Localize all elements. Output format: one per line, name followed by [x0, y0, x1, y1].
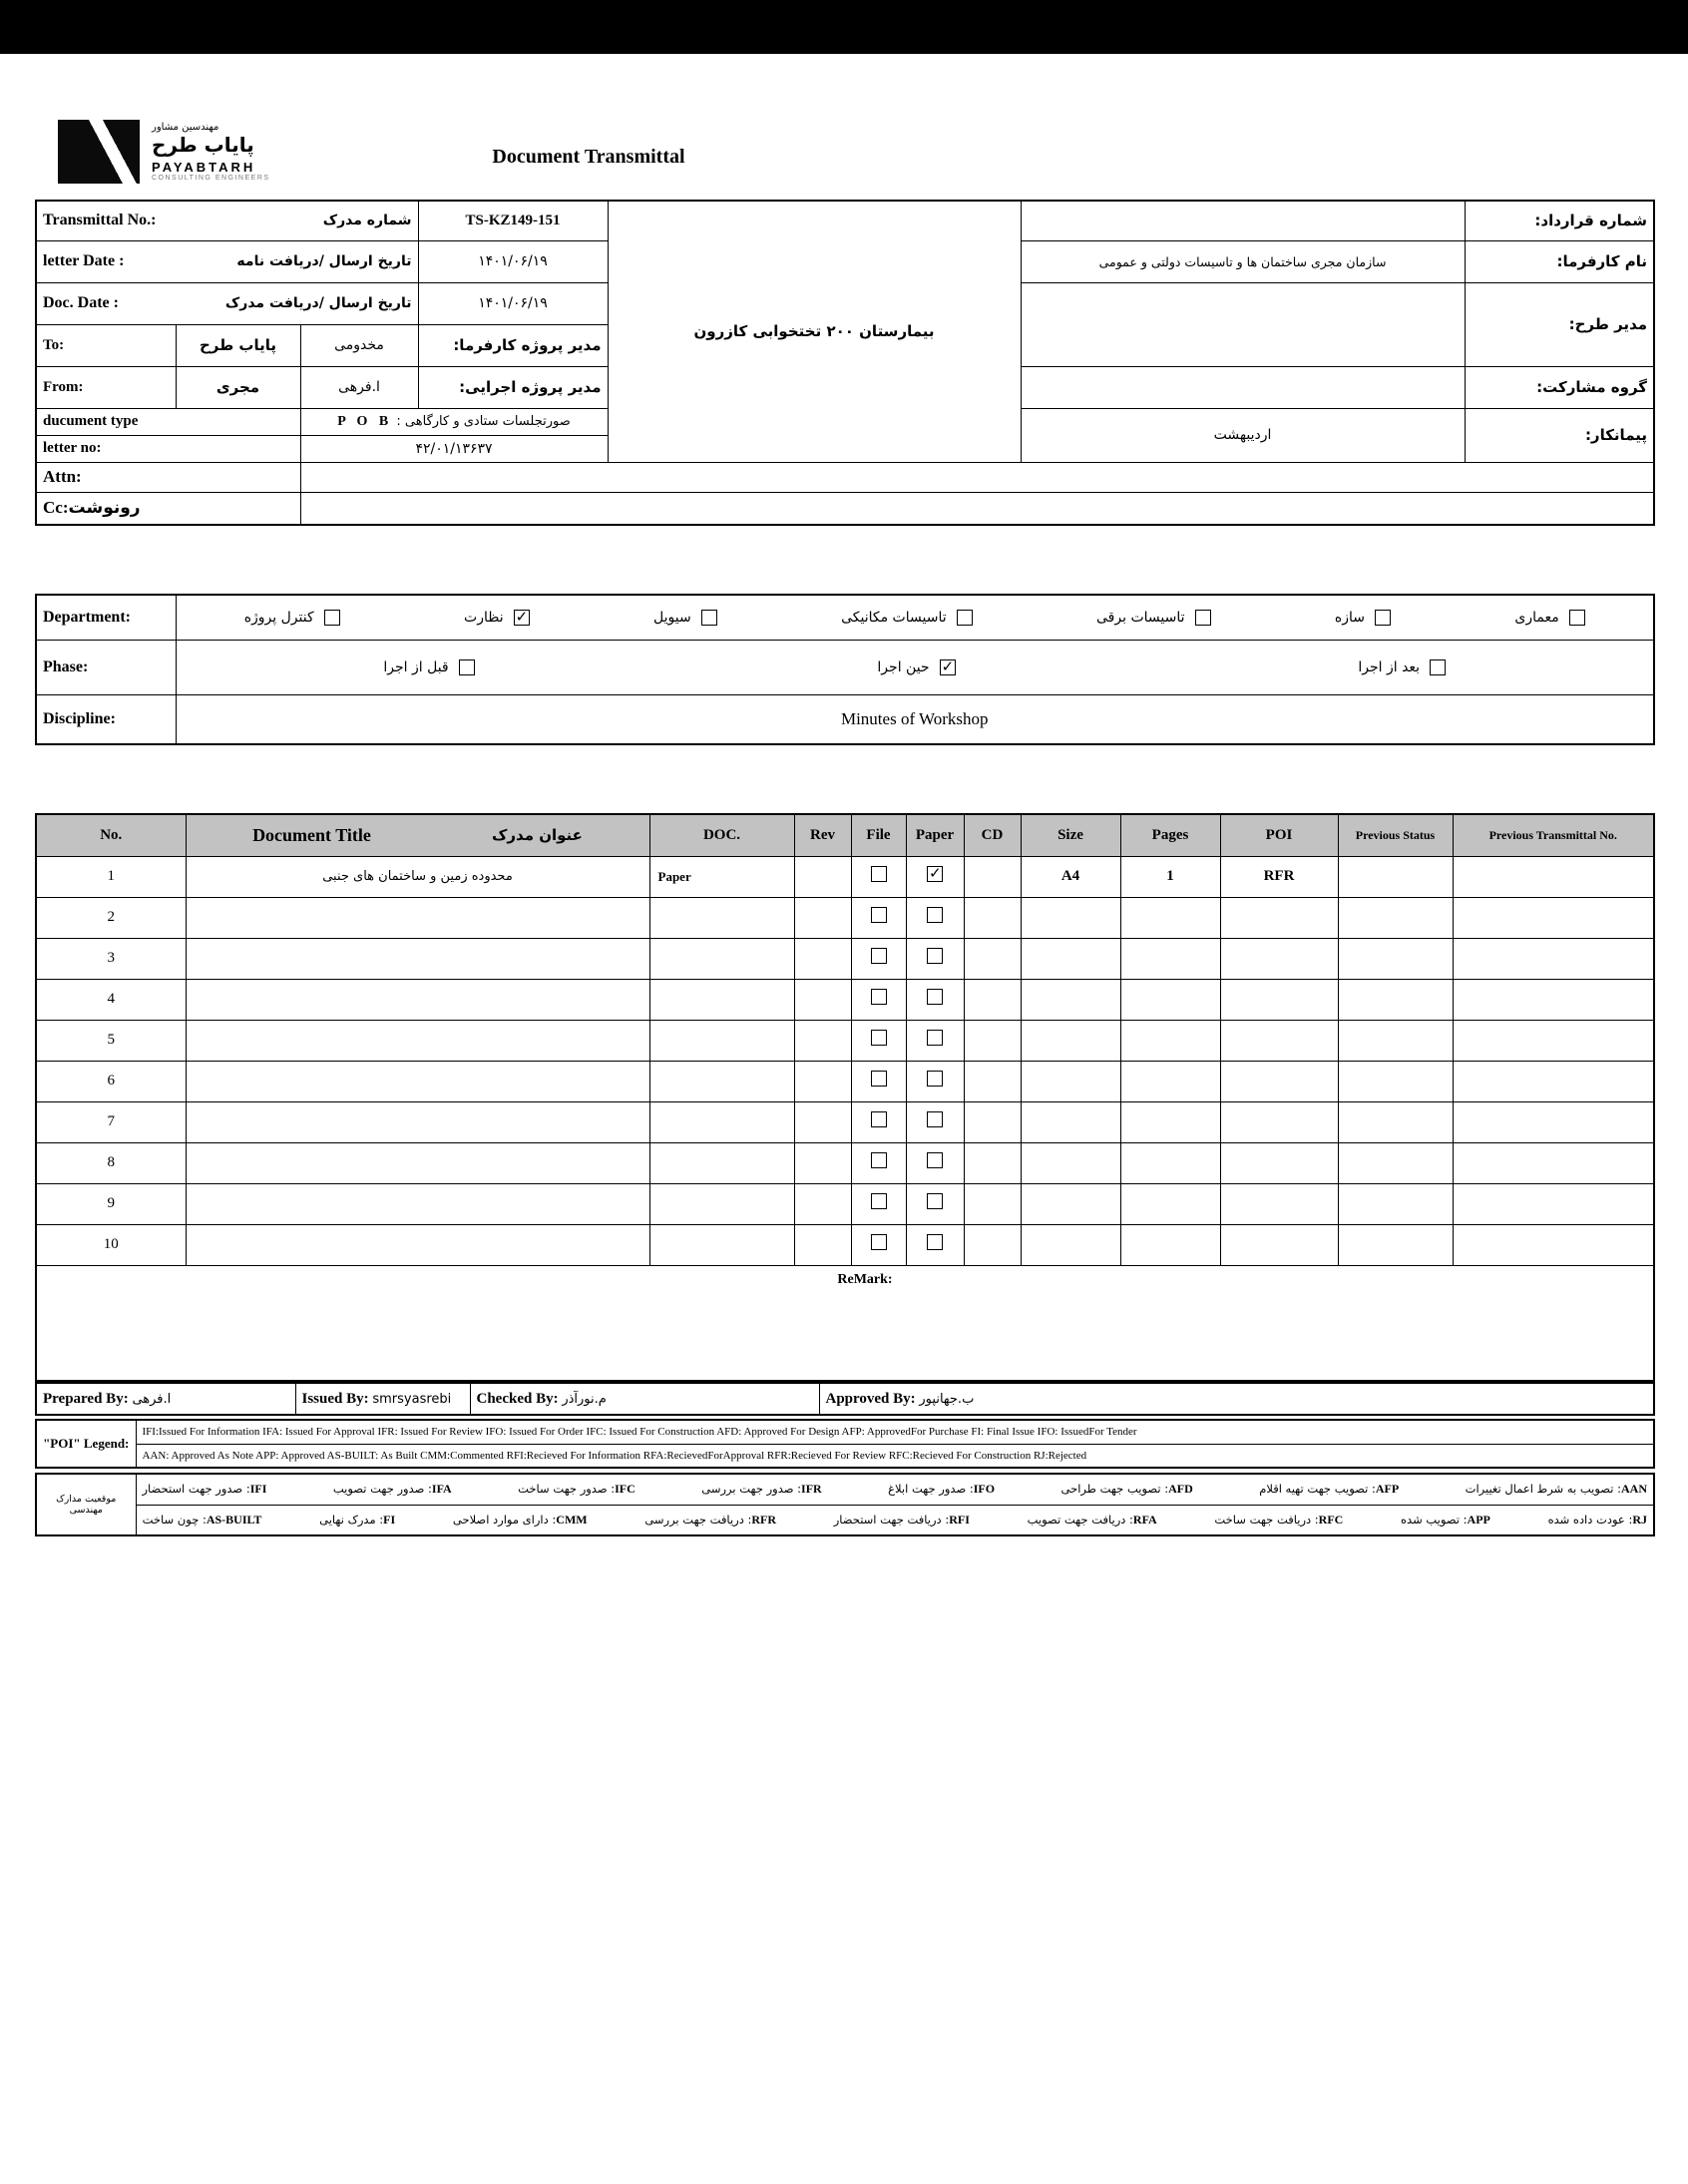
col-header-prev-transmittal: Previous Transmittal No.: [1453, 814, 1654, 856]
doc-cd-cell: [964, 856, 1021, 897]
exec-pm-name: ا.فرهی: [300, 366, 418, 408]
doc-title-cell: [186, 1020, 649, 1061]
letter-no-value: ۴۲/۰۱/۱۳۶۳۷: [300, 435, 608, 462]
department-checkbox[interactable]: [1375, 610, 1391, 626]
doc-paper-cell: [906, 1061, 964, 1101]
letter-date-label-fa: تاریخ ارسال /دریافت نامه: [236, 253, 412, 269]
fa-legend-line2: [143, 1513, 1648, 1528]
doc-rev-cell: [794, 1020, 851, 1061]
doc-prev-status-cell: [1338, 856, 1453, 897]
doc-paper-cell: [906, 938, 964, 979]
cc-label-fa: رونوشت: [68, 498, 141, 519]
doc-prev-transmittal-cell: [1453, 1020, 1654, 1061]
doc-title-cell: [186, 979, 649, 1020]
documents-table: [35, 813, 1655, 1382]
doc-rev-cell: [794, 1183, 851, 1224]
attn-label: Attn:: [36, 462, 300, 492]
phase-option-label: قبل از اجرا: [383, 658, 449, 675]
paper-checkbox[interactable]: [927, 907, 943, 923]
col-header-paper: Paper: [906, 814, 964, 856]
page-title: Document Transmittal: [492, 146, 685, 168]
logo-brand-en: PAYABTARH: [152, 160, 256, 175]
document-type-value: صورتجلسات ستادی و کارگاهی : P O B: [300, 408, 608, 435]
doc-poi-cell: [1220, 897, 1338, 938]
col-header-poi: POI: [1220, 814, 1338, 856]
doc-size-cell: [1021, 1020, 1120, 1061]
doc-prev-transmittal-cell: [1453, 1101, 1654, 1142]
doc-pages-cell: [1120, 979, 1220, 1020]
col-header-doc: DOC.: [649, 814, 794, 856]
doc-date-label-fa: تاریخ ارسال /دریافت مدرک: [224, 295, 412, 311]
fa-legend-label: موقعیت مدارک مهندسی: [36, 1474, 136, 1535]
paper-checkbox[interactable]: [927, 1193, 943, 1209]
doc-no-cell: 10: [36, 1224, 186, 1265]
doc-rev-cell: [794, 856, 851, 897]
doc-type-cell: [649, 1061, 794, 1101]
legend-item-app: APP: تصویب شده: [1401, 1512, 1490, 1527]
doc-cd-cell: [964, 897, 1021, 938]
doc-prev-transmittal-cell: [1453, 897, 1654, 938]
doc-paper-cell: [906, 1101, 964, 1142]
legend-item-ifa: IFA: صدور جهت تصویب: [332, 1482, 452, 1497]
doc-date-label-cell: [36, 282, 418, 324]
contractor-label: پیمانکار:: [1465, 408, 1654, 462]
department-checkbox[interactable]: [324, 610, 340, 626]
documents-section: [35, 813, 1653, 1536]
doc-title-cell: [186, 1183, 649, 1224]
col-header-title-fa: عنوان مدرک: [492, 826, 583, 845]
legend-item-rfr: RFR: دریافت جهت بررسی: [644, 1512, 777, 1527]
doc-type-cell: [649, 1020, 794, 1061]
doc-title-cell: [186, 1101, 649, 1142]
approved-by-cell: [819, 1383, 1654, 1415]
doc-size-cell: [1021, 1224, 1120, 1265]
doc-rev-cell: [794, 938, 851, 979]
doc-poi-cell: [1220, 979, 1338, 1020]
letter-no-label: letter no:: [36, 435, 300, 462]
department-options: [183, 610, 1648, 626]
doc-rev-cell: [794, 979, 851, 1020]
doc-pages-cell: [1120, 1183, 1220, 1224]
doc-paper-cell: [906, 1142, 964, 1183]
doc-file-cell: [851, 1183, 906, 1224]
to-label: To:: [36, 324, 176, 366]
phase-option: [383, 659, 474, 675]
legend-item-rfi: RFI: دریافت جهت استحضار: [833, 1512, 970, 1527]
transmittal-info-table: [35, 200, 1655, 526]
doc-no-cell: 9: [36, 1183, 186, 1224]
doc-file-cell: [851, 1101, 906, 1142]
doc-title-cell: [186, 938, 649, 979]
doc-type-cell: [649, 897, 794, 938]
doc-type-cell: [649, 938, 794, 979]
poi-legend-label: "POI" Legend:: [36, 1420, 136, 1468]
classification-table: [35, 594, 1655, 745]
partnership-label: گروه مشارکت:: [1465, 366, 1654, 408]
doc-title-cell: [186, 1061, 649, 1101]
department-option: [841, 610, 973, 626]
doc-file-cell: [851, 1224, 906, 1265]
doc-paper-cell: [906, 1183, 964, 1224]
signatures-table: [35, 1382, 1655, 1416]
fa-legend-table: [35, 1473, 1655, 1536]
doc-no-cell: 2: [36, 897, 186, 938]
doc-no-cell: 7: [36, 1101, 186, 1142]
department-option: [653, 610, 717, 626]
doc-prev-status-cell: [1338, 1142, 1453, 1183]
file-checkbox[interactable]: [871, 989, 887, 1005]
doc-size-cell: [1021, 938, 1120, 979]
cc-value: [300, 492, 1654, 525]
file-checkbox[interactable]: [871, 1030, 887, 1046]
doc-poi-cell: [1220, 1142, 1338, 1183]
paper-checkbox[interactable]: [927, 1071, 943, 1087]
document-row: [36, 1061, 1654, 1101]
doc-poi-cell: [1220, 1224, 1338, 1265]
phase-checkbox-checked[interactable]: [940, 659, 956, 675]
doc-title-cell: [186, 1224, 649, 1265]
doc-cd-cell: [964, 1183, 1021, 1224]
doc-file-cell: [851, 1142, 906, 1183]
col-header-prev-status: Previous Status: [1338, 814, 1453, 856]
legend-item-ifr: IFR: صدور جهت بررسی: [701, 1482, 822, 1497]
doc-size-cell: [1021, 1061, 1120, 1101]
doc-prev-transmittal-cell: [1453, 938, 1654, 979]
file-checkbox[interactable]: [871, 866, 887, 882]
legend-item-afp: AFP: تصویب جهت تهیه اقلام: [1259, 1482, 1400, 1497]
client-name-label: نام کارفرما:: [1465, 240, 1654, 282]
doc-date-label-en: Doc. Date :: [43, 294, 119, 311]
to-value: پایاب طرح: [176, 324, 300, 366]
col-header-file: File: [851, 814, 906, 856]
logo-brand-en-sub: CONSULTING ENGINEERS: [152, 175, 270, 182]
document-row: [36, 1224, 1654, 1265]
doc-prev-transmittal-cell: [1453, 856, 1654, 897]
doc-prev-status-cell: [1338, 979, 1453, 1020]
doc-pages-cell: [1120, 1020, 1220, 1061]
department-option: [464, 610, 530, 626]
prepared-by-label: Prepared By:: [43, 1390, 129, 1407]
from-value: مجری: [176, 366, 300, 408]
doc-pages-cell: [1120, 1224, 1220, 1265]
doc-file-cell: [851, 1020, 906, 1061]
doc-paper-cell: [906, 856, 964, 897]
document-row: [36, 1101, 1654, 1142]
phase-option-label: بعد از اجرا: [1358, 658, 1421, 675]
doc-size-cell: A4: [1021, 856, 1120, 897]
department-option-label: سازه: [1334, 609, 1365, 626]
phase-checkbox[interactable]: [459, 659, 475, 675]
doc-title-cell: محدوده زمین و ساختمان های جنبی: [186, 856, 649, 897]
paper-checkbox[interactable]: [927, 1111, 943, 1127]
transmittal-no-label-cell: [36, 201, 418, 240]
doc-size-cell: [1021, 1183, 1120, 1224]
document-row: [36, 897, 1654, 938]
file-checkbox[interactable]: [871, 1071, 887, 1087]
department-option: [1514, 610, 1584, 626]
doc-poi-cell: [1220, 1020, 1338, 1061]
client-name-value: سازمان مجری ساختمان ها و تاسیسات دولتی و عمومی: [1021, 240, 1465, 282]
file-checkbox[interactable]: [871, 1152, 887, 1168]
department-option-label: معماری: [1514, 609, 1559, 626]
doc-type-cell: [649, 1183, 794, 1224]
discipline-value: Minutes of Workshop: [176, 694, 1654, 744]
doc-poi-cell: [1220, 1061, 1338, 1101]
poi-legend-table: [35, 1419, 1655, 1469]
phase-options-cell: [176, 640, 1654, 694]
contract-no-label: شماره قرارداد:: [1465, 201, 1654, 240]
col-header-size: Size: [1021, 814, 1120, 856]
project-name: بیمارستان ۲۰۰ تختخوابی کازرون: [608, 201, 1021, 462]
doc-prev-transmittal-cell: [1453, 1224, 1654, 1265]
doc-prev-status-cell: [1338, 1101, 1453, 1142]
legend-item-ifc: IFC: صدور جهت ساخت: [518, 1482, 635, 1497]
fa-legend-line1-cell: [136, 1474, 1654, 1505]
doc-rev-cell: [794, 1142, 851, 1183]
doc-size-cell: [1021, 897, 1120, 938]
paper-checkbox-checked[interactable]: [927, 866, 943, 882]
checked-by-label: Checked By:: [476, 1390, 559, 1407]
doc-size-cell: [1021, 1101, 1120, 1142]
design-manager-label: مدیر طرح:: [1465, 282, 1654, 366]
doc-pages-cell: [1120, 1142, 1220, 1183]
prepared-by-value: ا.فرهی: [132, 1391, 172, 1407]
file-checkbox[interactable]: [871, 1111, 887, 1127]
legend-item-aan: AAN: تصویب به شرط اعمال تغییرات: [1465, 1482, 1647, 1497]
col-header-pages: Pages: [1120, 814, 1220, 856]
legend-item-rfa: RFA: دریافت جهت تصویب: [1027, 1512, 1157, 1527]
doc-poi-cell: [1220, 1183, 1338, 1224]
cc-label: [36, 492, 300, 525]
doc-type-cell: Paper: [649, 856, 794, 897]
top-black-bar: [0, 0, 1688, 54]
doc-pages-cell: [1120, 1101, 1220, 1142]
checked-by-value: م.نورآذر: [562, 1391, 607, 1407]
file-checkbox[interactable]: [871, 948, 887, 964]
department-option: [1335, 610, 1391, 626]
phase-option: [1358, 659, 1446, 675]
logo-brand-fa: پایاب طرح: [152, 133, 254, 157]
doc-no-cell: 6: [36, 1061, 186, 1101]
from-label: From:: [36, 366, 176, 408]
cc-label-en: Cc:: [43, 498, 69, 518]
logo-tagline-fa: مهندسین مشاور: [152, 122, 219, 133]
document-row: [36, 856, 1654, 897]
document-row: [36, 1183, 1654, 1224]
department-option-label: نظارت: [464, 609, 504, 626]
client-pm-name: مخدومی: [300, 324, 418, 366]
department-option-label: تاسیسات برقی: [1096, 609, 1185, 626]
doc-no-cell: 4: [36, 979, 186, 1020]
doc-rev-cell: [794, 1101, 851, 1142]
doc-no-cell: 5: [36, 1020, 186, 1061]
doc-size-cell: [1021, 1142, 1120, 1183]
doc-pages-cell: [1120, 897, 1220, 938]
paper-checkbox[interactable]: [927, 1152, 943, 1168]
transmittal-no-label-fa: شماره مدرک: [322, 213, 412, 229]
letter-date-label-en: letter Date :: [43, 252, 125, 269]
legend-item-afd: AFD: تصویب جهت طراحی: [1060, 1482, 1193, 1497]
col-header-title-en: Document Title: [252, 824, 371, 845]
poi-legend-line1: IFI:Issued For Information IFA: Issued For Approval IFR: Issued For Review IFO: Issued For Order IFC: Issued For Construction AFD: Approved For Design AFP: ApprovedFor Purchase FI: Final Issue IFO: IssuedFor Tender: [136, 1420, 1654, 1444]
phase-option-label: حین اجرا: [877, 658, 930, 675]
poi-legend-line2: AAN: Approved As Note APP: Approved AS-BUILT: As Built CMM:Commented RFI:Recieved For Information RFA:RecievedForApproval RFR:Recieved For Review RFC:Recieved For Construction RJ:Rejected: [136, 1444, 1654, 1468]
phase-option: [877, 659, 955, 675]
legend-item-rj: RJ: عودت داده شده: [1547, 1512, 1647, 1527]
doc-title-cell: [186, 1142, 649, 1183]
doc-type-cell: [649, 1101, 794, 1142]
doc-prev-status-cell: [1338, 938, 1453, 979]
legend-item-as-built: AS-BUILT: چون ساخت: [142, 1512, 262, 1527]
department-checkbox[interactable]: [957, 610, 973, 626]
file-checkbox[interactable]: [871, 1234, 887, 1250]
doc-cd-cell: [964, 1061, 1021, 1101]
doc-prev-status-cell: [1338, 897, 1453, 938]
design-manager-value: [1021, 282, 1465, 366]
doc-prev-transmittal-cell: [1453, 979, 1654, 1020]
phase-checkbox[interactable]: [1430, 659, 1446, 675]
transmittal-no-value: TS-KZ149-151: [418, 201, 608, 240]
doc-prev-transmittal-cell: [1453, 1183, 1654, 1224]
doc-pages-cell: [1120, 1061, 1220, 1101]
document-row: [36, 1020, 1654, 1061]
doc-no-cell: 3: [36, 938, 186, 979]
doc-file-cell: [851, 1061, 906, 1101]
doc-file-cell: [851, 897, 906, 938]
partnership-value: [1021, 366, 1465, 408]
file-checkbox[interactable]: [871, 1193, 887, 1209]
doc-type-cell: [649, 1224, 794, 1265]
doc-poi-cell: [1220, 938, 1338, 979]
remark-cell: ReMark:: [36, 1265, 1654, 1381]
file-checkbox[interactable]: [871, 907, 887, 923]
department-option: [244, 610, 340, 626]
doc-poi-cell: [1220, 1101, 1338, 1142]
col-header-cd: CD: [964, 814, 1021, 856]
doc-file-cell: [851, 979, 906, 1020]
contractor-value: اردیبهشت: [1021, 408, 1465, 462]
doc-file-cell: [851, 938, 906, 979]
doc-title-cell: [186, 897, 649, 938]
doc-paper-cell: [906, 979, 964, 1020]
department-label: Department:: [36, 595, 176, 640]
paper-checkbox[interactable]: [927, 1030, 943, 1046]
col-header-rev: Rev: [794, 814, 851, 856]
exec-pm-label: مدیر پروژه اجرایی:: [418, 366, 608, 408]
doc-pages-cell: 1: [1120, 856, 1220, 897]
col-header-no: No.: [36, 814, 186, 856]
doc-cd-cell: [964, 938, 1021, 979]
doc-cd-cell: [964, 1224, 1021, 1265]
contract-no-value: [1021, 201, 1465, 240]
department-option-label: تاسیسات مکانیکی: [841, 609, 947, 626]
doc-paper-cell: [906, 1020, 964, 1061]
issued-by-value: smrsyasrebi: [372, 1391, 452, 1407]
doc-date-value: ۱۴۰۱/۰۶/۱۹: [418, 282, 608, 324]
doc-no-cell: 1: [36, 856, 186, 897]
doc-rev-cell: [794, 1061, 851, 1101]
doc-type-cell: [649, 1142, 794, 1183]
document-type-value-fa: صورتجلسات ستادی و کارگاهی: [404, 413, 571, 429]
approved-by-label: Approved By:: [825, 1390, 916, 1407]
doc-rev-cell: [794, 897, 851, 938]
document-row: [36, 1142, 1654, 1183]
checked-by-cell: [470, 1383, 819, 1415]
department-checkbox[interactable]: [701, 610, 717, 626]
doc-file-cell: [851, 856, 906, 897]
phase-label: Phase:: [36, 640, 176, 694]
client-pm-label: مدیر پروژه کارفرما:: [418, 324, 608, 366]
doc-rev-cell: [794, 1224, 851, 1265]
doc-no-cell: 8: [36, 1142, 186, 1183]
fa-legend-line1: [143, 1482, 1648, 1497]
doc-size-cell: [1021, 979, 1120, 1020]
col-header-title: [186, 814, 649, 856]
fa-legend-line2-cell: [136, 1505, 1654, 1535]
phase-options: [183, 659, 1648, 675]
transmittal-no-label-en: Transmittal No.:: [43, 212, 157, 229]
department-option-label: سیویل: [653, 609, 691, 626]
department-checkbox[interactable]: [1569, 610, 1585, 626]
doc-type-cell: [649, 979, 794, 1020]
paper-checkbox[interactable]: [927, 989, 943, 1005]
legend-item-cmm: CMM: دارای موارد اصلاحی: [452, 1512, 588, 1527]
doc-prev-status-cell: [1338, 1020, 1453, 1061]
legend-item-ifi: IFI: صدور جهت استحضار: [142, 1482, 267, 1497]
doc-pages-cell: [1120, 938, 1220, 979]
letter-date-value: ۱۴۰۱/۰۶/۱۹: [418, 240, 608, 282]
approved-by-value: ب.جهانپور: [919, 1391, 975, 1407]
prepared-by-cell: [36, 1383, 295, 1415]
doc-prev-transmittal-cell: [1453, 1142, 1654, 1183]
legend-item-ifo: IFO: صدور جهت ابلاغ: [888, 1482, 996, 1497]
issued-by-label: Issued By:: [301, 1390, 369, 1407]
department-checkbox-checked[interactable]: [514, 610, 530, 626]
department-options-cell: [176, 595, 1654, 640]
paper-checkbox[interactable]: [927, 1234, 943, 1250]
legend-item-rfc: RFC: دریافت جهت ساخت: [1214, 1512, 1344, 1527]
department-checkbox[interactable]: [1195, 610, 1211, 626]
attn-value: [300, 462, 1654, 492]
doc-cd-cell: [964, 1020, 1021, 1061]
doc-poi-cell: RFR: [1220, 856, 1338, 897]
doc-paper-cell: [906, 897, 964, 938]
department-option: [1096, 610, 1210, 626]
doc-prev-status-cell: [1338, 1183, 1453, 1224]
doc-cd-cell: [964, 1142, 1021, 1183]
doc-cd-cell: [964, 979, 1021, 1020]
doc-prev-transmittal-cell: [1453, 1061, 1654, 1101]
document-row: [36, 979, 1654, 1020]
document-type-code: P O B: [337, 413, 393, 429]
doc-prev-status-cell: [1338, 1224, 1453, 1265]
document-row: [36, 938, 1654, 979]
letter-date-label-cell: [36, 240, 418, 282]
doc-paper-cell: [906, 1224, 964, 1265]
discipline-label: Discipline:: [36, 694, 176, 744]
legend-item-fi: FI: مدرک نهایی: [319, 1512, 396, 1527]
doc-cd-cell: [964, 1101, 1021, 1142]
department-option-label: کنترل پروژه: [243, 609, 314, 626]
document-type-label: ducument type: [36, 408, 300, 435]
issued-by-cell: [295, 1383, 470, 1415]
doc-prev-status-cell: [1338, 1061, 1453, 1101]
paper-checkbox[interactable]: [927, 948, 943, 964]
